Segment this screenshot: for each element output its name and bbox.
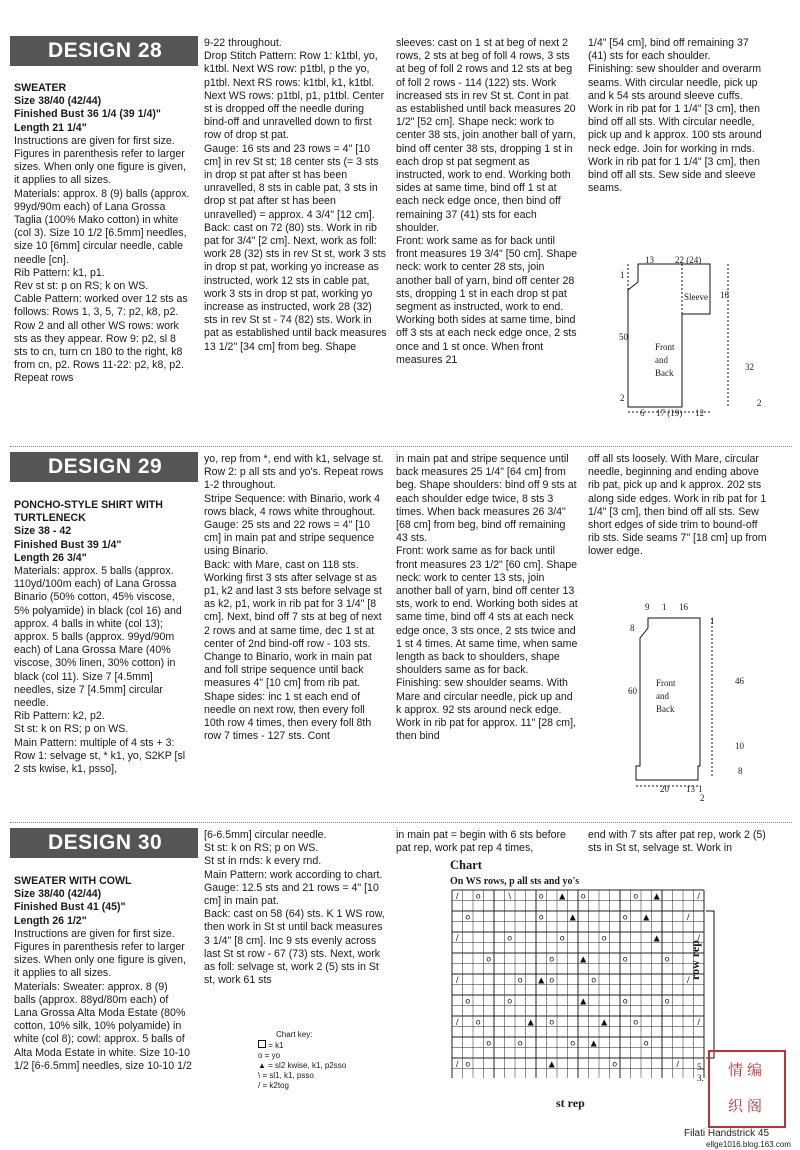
- d28-item-name: SWEATER: [14, 82, 67, 94]
- yo-symbol: o: [549, 1017, 555, 1027]
- yo-symbol: o: [633, 891, 639, 901]
- d28-text: Drop Stitch Pattern: Row 1: k1tbl, yo, k1tbl. Next WS row: p1tbl, p the yo, p1tbl. Next RS rows: k1tbl, k1, k1tbl. Next WS rows: p1tbl, p1, p1tbl. Center st is dropped off the needle during bind-off and unravelled down to first row of drop st pat.: [204, 50, 385, 142]
- blog-stamp: [708, 1050, 786, 1128]
- yo-symbol: o: [559, 933, 565, 943]
- yo-symbol: o: [601, 933, 607, 943]
- key-k2tog: [258, 1081, 378, 1091]
- yo-symbol: o: [633, 1017, 639, 1027]
- key-s2kp: [258, 1061, 378, 1071]
- d29-column-1: [14, 497, 192, 776]
- d28-schematic-label: 1: [620, 270, 625, 280]
- st-rep-label: st rep: [556, 1096, 585, 1110]
- d28-column-1: [14, 80, 192, 386]
- d28-text: Cable Pattern: worked over 12 sts as follows: Rows 1, 3, 5, 7: p2, k8, p2. Row 2 and all other WS rows: work sts as they appear. Row 9: p2, sl 8 sts to cn, turn cn 180 to the right, k8 from cn, p2. Rows 11-22: p2, k8, p2. Repeat rows: [14, 293, 188, 385]
- k2tog-symbol: /: [455, 1017, 459, 1027]
- key-k2tog-label: = k2tog: [262, 1081, 289, 1090]
- d30-text: St st in rnds: k every rnd.: [204, 855, 322, 868]
- d29-text: Back: with Mare, cast on 118 sts. Working first 3 sts after selvage st as p1, k2 and last 3 sts before selvage st as k2, p1, work in rib pat for 3 1/4" [8 cm]. Next, bind off 7 sts at beg of next 2 rows and at same time, dec 1 st at center of 2nd bind-off row - 103 sts. Change to Binario, work in main pat and foll stripe sequence until back measures 4" [10 cm] from rib pat. Shape sides: inc 1 st each end of needle on next row, then every foll 10th row 4 times, then every foll 8th row 7 times - 127 sts. Cont: [204, 558, 382, 743]
- d29-schematic-label: 1: [698, 784, 703, 794]
- d29-finished-bust: Finished Bust 39 1/4": [14, 538, 122, 551]
- d28-schematic-label: 6: [640, 408, 645, 418]
- slash-icon: /: [258, 1081, 261, 1090]
- s2kp-symbol: ▲: [580, 996, 587, 1006]
- yo-symbol: o: [622, 954, 628, 964]
- yo-symbol: o: [486, 954, 492, 964]
- d30-finished-bust: Finished Bust 41 (45)": [14, 901, 126, 914]
- s2kp-symbol: ▲: [580, 954, 587, 964]
- d29-schematic-label: 8: [738, 766, 743, 776]
- k2tog-symbol: /: [455, 1059, 459, 1069]
- d28-schematic-label: 2: [757, 398, 762, 408]
- chart-title: Chart: [450, 858, 482, 872]
- d28-column-4: [588, 37, 770, 195]
- s2kp-symbol: ▲: [653, 933, 660, 943]
- d29-schematic-label: Back: [656, 704, 675, 714]
- s2kp-symbol: ▲: [643, 912, 650, 922]
- d28-text: Rib Pattern: k1, p1.: [14, 266, 105, 279]
- d29-column-3: [396, 453, 578, 743]
- d29-text: yo, rep from *, end with k1, selvage st. Row 2: p all sts and yo's. Repeat rows 1-2 throughout.: [204, 453, 384, 492]
- d30-text: end with 7 sts after pat rep, work 2 (5) sts in St st, selvage st. Work in: [588, 829, 766, 855]
- design-29-header: DESIGN 29: [10, 452, 198, 482]
- s2kp-symbol: ▲: [538, 975, 545, 985]
- d28-text: 1/4" [54 cm], bind off remaining 37 (41) sts for each shoulder.: [588, 37, 749, 63]
- s2kp-symbol: ▲: [527, 1017, 534, 1027]
- s2kp-symbol: ▲: [548, 1059, 555, 1069]
- stamp-line-1: 情编: [727, 1061, 766, 1079]
- yo-symbol: o: [612, 1059, 618, 1069]
- d29-text: Materials: approx. 5 balls (approx. 110yd/100m each) of Lana Grossa Binario (50% cotton, 45% viscose, 5% polyamide) in black (col 16) and approx. 4 balls in white (col 13); approx. 5 balls (approx. 99yd/90m each) of Lana Grossa Mare (40% viscose, 30% linen, 30% cotton) in black (col 11). Size 7 [4.5mm] needles, size 7 [4.5mm] circular needle.: [14, 565, 182, 710]
- k2tog-symbol: /: [686, 912, 690, 922]
- blog-url: ellge1016.blog.163.com: [706, 1140, 791, 1149]
- d28-schematic-label: and: [655, 355, 668, 365]
- yo-symbol: o: [517, 1038, 523, 1048]
- d28-length: Length 21 1/4": [14, 121, 87, 134]
- d29-schematic-label: 16: [679, 602, 688, 612]
- yo-symbol: o: [465, 996, 471, 1006]
- d28-text: sleeves: cast on 1 st at beg of next 2 rows, 2 sts at beg of foll 4 rows, 3 sts at beg of foll 2 rows and 12 sts at beg of foll 2 rows - 114 (122) sts. Work increased sts in rev St st. Cont in pat as established until back measures 20 1/2" [52 cm]. Shape neck: work to center 38 sts, join another ball of yarn, bind off center 38 sts, dropping 1 st in each drop st pat segment as instructed, work to end. Working both sides at same time, bind off 1 st at each neck edge once, then bind off remaining 37 (41) sts for each shoulder.: [396, 37, 576, 234]
- d29-text: off all sts loosely. With Mare, circular needle, beginning and ending above rib pat, pick up and k approx. 202 sts along side edges. Work in rib pat for 1 1/4" [3 cm], then bind off all sts. Sew short edges of side trim to bound-off rib sts. Side seams 7" [18 cm] up from lower edge.: [588, 453, 767, 558]
- key-yo-label: = yo: [264, 1051, 281, 1060]
- d30-length: Length 26 1/2": [14, 914, 87, 927]
- yo-symbol: o: [549, 975, 555, 985]
- d28-text: Rev st st: p on RS; k on WS.: [14, 280, 149, 293]
- d30-column-4: [588, 829, 770, 855]
- skp-symbol: \: [508, 891, 512, 901]
- k2tog-symbol: /: [686, 975, 690, 985]
- yo-symbol: o: [664, 954, 670, 964]
- empty-square-icon: [258, 1040, 266, 1048]
- d29-schematic-label: 8: [630, 623, 635, 633]
- row-rep-label: row rep: [688, 940, 702, 980]
- d28-text: Materials: approx. 8 (9) balls (approx. 99yd/90m each) of Lana Grossa Taglia (100% Mako cotton) in white (col 3). Size 10 1/2 [6.5mm] needles, size 10 [6mm] circular needle, cable needle [cn].: [14, 187, 190, 266]
- d28-column-2: [204, 37, 388, 354]
- key-skp-label: = sl1, k1, psso: [262, 1071, 314, 1080]
- k2tog-symbol: /: [697, 1017, 701, 1027]
- d29-schematic-label: 1: [662, 602, 667, 612]
- separator: [10, 446, 792, 447]
- d28-text: Back: cast on 72 (80) sts. Work in rib pat for 3/4" [2 cm]. Next, work as foll: work 28 (32) sts in rev St st, work 3 sts in drop st pat, working yo increase as instructed, work 12 sts in cable pat, work 3 sts in drop st pat, working yo increase as instructed, work 28 (32) sts in rev St st - 74 (82) sts. Work in pat as established until back measures 13 1/2" [34 cm] from beg. Shape: [204, 221, 387, 353]
- backslash-icon: \: [258, 1071, 261, 1080]
- d29-text: Main Pattern: multiple of 4 sts + 3: Row 1: selvage st, * k1, yo, S2KP [sl 2 sts kwise, k1, psso],: [14, 736, 186, 776]
- design-30-header: DESIGN 30: [10, 828, 198, 858]
- yo-symbol: o: [591, 975, 597, 985]
- d29-schematic-label: 13: [686, 784, 695, 794]
- d29-size: Size 38 - 42: [14, 525, 72, 538]
- k2tog-symbol: /: [676, 1059, 680, 1069]
- d29-text: Finishing: sew shoulder seams. With Mare and circular needle, pick up and k approx. 92 sts around neck edge. Work in rib pat for approx. 11" [28 cm], then bind: [396, 677, 577, 743]
- d29-schematic-label: 20: [660, 784, 669, 794]
- d30-column-2: [204, 829, 388, 987]
- d28-schematic-label: Sleeve: [684, 292, 708, 302]
- stamp-line-2: 织阁: [727, 1097, 766, 1115]
- d30-item-name: SWEATER WITH COWL: [14, 875, 132, 887]
- yo-symbol: o: [507, 996, 513, 1006]
- d29-column-4: [588, 453, 770, 559]
- yo-symbol: o: [622, 912, 628, 922]
- d30-text: Gauge: 12.5 sts and 21 rows = 4" [10 cm] in main pat.: [204, 881, 379, 908]
- d28-column-3: [396, 37, 578, 367]
- yo-symbol: o: [517, 975, 523, 985]
- d28-schematic-label: 32: [745, 362, 754, 372]
- d28-schematic-label: 13: [645, 255, 654, 265]
- d30-text: Materials: Sweater: approx. 8 (9) balls (approx. 88yd/80m each) of Lana Grossa Alta Moda Estate (80% cotton, 10% silk, 10% polyamide) in white (col 8); cowl: approx. 5 balls of Alta Moda Estate in white. Size 10-10 1/2 [6-6.5mm] needles, size 10-10 1/2: [14, 980, 192, 1072]
- chart-subtitle: On WS rows, p all sts and yo's: [450, 876, 580, 887]
- knitting-chart: [448, 888, 720, 1078]
- d28-schematic-label: 16: [720, 290, 729, 300]
- d29-schematic: [600, 598, 770, 798]
- d29-schematic-label: 2: [700, 793, 705, 803]
- d28-schematic-label: 2: [620, 393, 625, 403]
- yo-symbol: o: [507, 933, 513, 943]
- d29-text: Stripe Sequence: with Binario, work 4 rows black, 4 rows white throughout.: [204, 492, 381, 518]
- d29-length: Length 26 3/4": [14, 551, 87, 564]
- d28-schematic-label: 50: [619, 332, 628, 342]
- key-yo: [258, 1051, 378, 1061]
- d29-schematic-label: 9: [645, 602, 650, 612]
- d28-schematic-label: 17 (19): [656, 408, 683, 418]
- yo-symbol: o: [580, 891, 586, 901]
- d30-column-1: [14, 873, 192, 1073]
- d29-schematic-label: and: [656, 691, 669, 701]
- d28-text: Gauge: 16 sts and 23 rows = 4" [10 cm] in rev St st; 18 center sts (= 3 sts in drop st pat after st has been unravelled, 8 sts in cable pat, 3 sts in drop st pat after st has been unravelled) = approx. 4 3/4" [12 cm].: [204, 142, 379, 221]
- d29-schematic-label: 60: [628, 686, 637, 696]
- row-rep-bracket: [706, 911, 714, 1058]
- d29-item-name: PONCHO-STYLE SHIRT WITH TURTLENECK: [14, 499, 163, 525]
- d28-finished-bust: Finished Bust 36 1/4 (39 1/4)": [14, 108, 161, 121]
- d30-column-3: [396, 829, 578, 855]
- d29-column-2: [204, 453, 388, 743]
- d28-schematic-label: 12: [695, 408, 704, 418]
- d30-text: in main pat = begin with 6 sts before pat rep, work pat rep 4 times,: [396, 829, 566, 855]
- yo-symbol: o: [570, 1038, 576, 1048]
- d28-text: Instructions are given for first size. Figures in parenthesis refer to larger sizes. When only one figure is given, it applies to all sizes.: [14, 134, 186, 187]
- d30-text: Main Pattern: work according to chart.: [204, 868, 383, 881]
- triangle-icon: ▲: [258, 1061, 266, 1070]
- d28-text: Finishing: sew shoulder and overarm seams. With circular needle, pick up and k 54 sts around sleeve cuffs. Work in rib pat for 1 1/4" [3 cm], then bind off all sts. With circular needle, pick up and k approx. 100 sts around neck edge. Join for working in rnds. Work in rib pat for 1 1/4" [3 cm], then bind off all sts. Sew side and sleeve seams.: [588, 63, 762, 195]
- d29-text: St st: k on RS; p on WS.: [14, 723, 129, 736]
- k2tog-symbol: /: [455, 891, 459, 901]
- d28-schematic-label: 22 (24): [675, 255, 702, 265]
- yo-symbol: o: [475, 891, 481, 901]
- key-s2kp-label: = sl2 kwise, k1, p2sso: [268, 1061, 347, 1070]
- separator: [10, 822, 792, 823]
- d28-text: 9-22 throughout.: [204, 37, 282, 49]
- d30-text: St st: k on RS; p on WS.: [204, 842, 319, 855]
- chart-key: [258, 1030, 378, 1091]
- row-label-5: 5.: [697, 1062, 704, 1072]
- d29-schematic-label: 1: [710, 616, 715, 626]
- yo-symbol: o: [538, 891, 544, 901]
- d29-text: Gauge: 25 sts and 22 rows = 4" [10 cm] in main pat and stripe sequence using Binario.: [204, 519, 375, 558]
- s2kp-symbol: ▲: [601, 1017, 608, 1027]
- s2kp-symbol: ▲: [590, 1038, 597, 1048]
- yo-symbol: o: [538, 912, 544, 922]
- k2tog-symbol: /: [697, 891, 701, 901]
- yo-symbol: o: [643, 1038, 649, 1048]
- s2kp-symbol: ▲: [569, 912, 576, 922]
- yo-symbol: o: [486, 1038, 492, 1048]
- key-k1-label: = k1: [268, 1041, 284, 1050]
- d29-schematic-label: 10: [735, 741, 744, 751]
- design-28-header: DESIGN 28: [10, 36, 198, 66]
- s2kp-symbol: ▲: [559, 891, 566, 901]
- d30-text: Back: cast on 58 (64) sts. K 1 WS row, then work in St st until back measures 3 1/4" [8 cm]. Inc 9 sts evenly across last St st row - 67 (73) sts. Next, work as foll: selvage st, work 2 (5) sts in St st, work 61 sts: [204, 908, 385, 987]
- k2tog-symbol: /: [455, 975, 459, 985]
- key-k1: [258, 1040, 378, 1051]
- d29-text: in main pat and stripe sequence until back measures 25 1/4" [64 cm] from beg. Shape shoulders: bind off 9 sts at each shoulder edge twice, 8 sts 3 times. When back measures 26 3/4" [68 cm] from beg, bind off remaining 43 sts.: [396, 453, 577, 545]
- magazine-footer: Filati Handstrick 45: [684, 1128, 770, 1139]
- row-label-3: 3.: [697, 1073, 704, 1083]
- d28-schematic-label: Back: [655, 368, 674, 378]
- d28-size: Size 38/40 (42/44): [14, 95, 102, 108]
- yo-symbol: o: [664, 996, 670, 1006]
- d29-text: Rib Pattern: k2, p2.: [14, 710, 105, 723]
- circle-icon: o: [258, 1051, 263, 1060]
- d28-schematic-label: Front: [655, 342, 675, 352]
- k2tog-symbol: /: [455, 933, 459, 943]
- yo-symbol: o: [549, 954, 555, 964]
- d30-text: [6-6.5mm] circular needle.: [204, 829, 327, 841]
- yo-symbol: o: [475, 1017, 481, 1027]
- d30-size: Size 38/40 (42/44): [14, 888, 102, 901]
- yo-symbol: o: [465, 912, 471, 922]
- yo-symbol: o: [465, 1059, 471, 1069]
- d29-schematic-label: Front: [656, 678, 676, 688]
- chart-key-title: Chart key:: [276, 1030, 313, 1039]
- yo-symbol: o: [622, 996, 628, 1006]
- s2kp-symbol: ▲: [653, 891, 660, 901]
- k2tog-symbol: /: [697, 933, 701, 943]
- d29-text: Front: work same as for back until front measures 23 1/2" [60 cm]. Shape neck: work to center 13 sts, join another ball of yarn, bind off center 13 sts, work to end. Working both sides at same time, bind off 4 sts at each neck edge once, 3 sts once, 2 sts twice and 1 st 4 times. At same time, when same length as back to shoulders, shape shoulders same as for back.: [396, 545, 578, 677]
- d29-schematic-label: 46: [735, 676, 744, 686]
- d30-text: Instructions are given for first size. Figures in parenthesis refer to larger sizes. When only one figure is given, it applies to all sizes.: [14, 927, 186, 980]
- d28-text: Front: work same as for back until front measures 19 3/4" [50 cm]. Shape neck: work to center 28 sts, join another ball of yarn, bind off center 28 sts, dropping 1 st in each drop st pat segment as instructed, work to end. Working both sides at same time, bind off 3 sts at each neck edge once, 2 sts once and 1 st once. When front measures 21: [396, 235, 578, 366]
- key-skp: [258, 1071, 378, 1081]
